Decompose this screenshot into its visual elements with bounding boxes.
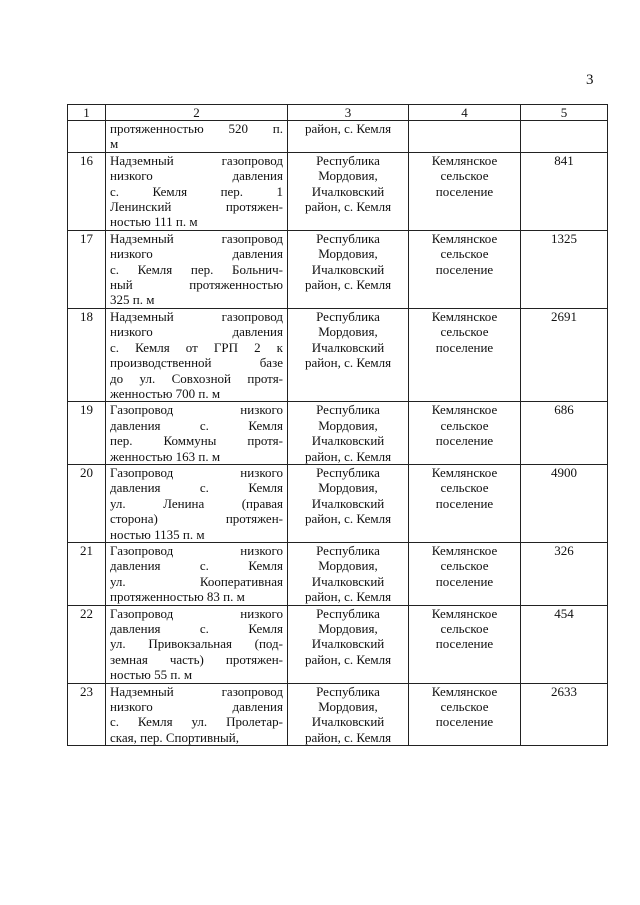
description-line: ул. Ленина (правая xyxy=(110,495,283,511)
location-cell xyxy=(288,542,409,605)
location-line: Республика xyxy=(316,230,380,246)
length-cell: 841 xyxy=(521,152,608,230)
location-line: район, с. Кемля xyxy=(304,199,392,215)
location-line: Ичалковский xyxy=(311,573,385,589)
description-line: сторона) протяжен- xyxy=(110,511,283,527)
description-line: до ул. Совхозной протя- xyxy=(110,370,283,386)
location-line: Мордовия, xyxy=(318,324,378,340)
location-line: район, с. Кемля xyxy=(304,651,392,667)
page-number: 3 xyxy=(586,72,594,88)
row-number-cell xyxy=(68,121,106,153)
length-cell xyxy=(521,121,608,153)
description-line: с. Кемля пер. 1 xyxy=(110,183,283,199)
description-cell xyxy=(106,308,288,401)
description-cell xyxy=(106,230,288,308)
location-cell xyxy=(288,152,409,230)
description-line: низкого давления xyxy=(110,168,283,184)
location-cell xyxy=(288,605,409,683)
description-line: низкого давления xyxy=(110,699,283,715)
table-row xyxy=(68,542,608,605)
description-line: Газопровод низкого xyxy=(110,542,283,558)
description-line: женностью 700 п. м xyxy=(110,385,221,401)
owner-line: поселение xyxy=(435,495,494,511)
location-line: район, с. Кемля xyxy=(304,121,392,136)
location-line: район, с. Кемля xyxy=(304,589,392,605)
location-line: Республика xyxy=(316,152,380,168)
description-cell xyxy=(106,152,288,230)
owner-line: поселение xyxy=(435,714,494,730)
description-cell xyxy=(106,605,288,683)
description-line: м xyxy=(110,136,119,152)
location-cell xyxy=(288,464,409,542)
description-cell xyxy=(106,464,288,542)
description-line: низкого давления xyxy=(110,324,283,340)
description-line: Газопровод низкого xyxy=(110,402,283,418)
owner-line: поселение xyxy=(435,183,494,199)
header-cell-2: 2 xyxy=(106,105,288,121)
description-line: давления с. Кемля xyxy=(110,621,283,636)
description-line: Надземный газопровод xyxy=(110,230,283,246)
description-line: давления с. Кемля xyxy=(110,558,283,574)
location-line: Мордовия, xyxy=(318,246,378,262)
owner-line: сельское xyxy=(440,480,489,496)
description-line: Надземный газопровод xyxy=(110,683,283,699)
description-line: ностью 111 п. м xyxy=(110,214,198,230)
owner-line: поселение xyxy=(435,433,494,449)
location-line: район, с. Кемля xyxy=(304,448,392,464)
location-cell xyxy=(288,308,409,401)
table-row xyxy=(68,230,608,308)
row-number-cell: 20 xyxy=(68,464,106,542)
length-cell: 686 xyxy=(521,402,608,465)
description-line: протяженностью 520 п. xyxy=(110,121,283,136)
table-row xyxy=(68,152,608,230)
owner-line: сельское xyxy=(440,168,489,184)
owner-line: Кемлянское xyxy=(431,402,498,418)
description-cell xyxy=(106,402,288,465)
header-cell-1: 1 xyxy=(68,105,106,121)
owner-line: сельское xyxy=(440,324,489,340)
location-line: Мордовия, xyxy=(318,699,378,715)
owner-line: поселение xyxy=(435,339,494,355)
location-line: Республика xyxy=(316,402,380,418)
owner-line: Кемлянское xyxy=(431,605,498,621)
table-row xyxy=(68,402,608,465)
location-line: Ичалковский xyxy=(311,433,385,449)
owner-cell xyxy=(409,683,521,746)
location-line: Ичалковский xyxy=(311,714,385,730)
owner-line: сельское xyxy=(440,699,489,715)
location-line: район, с. Кемля xyxy=(304,729,392,745)
owner-cell xyxy=(409,308,521,401)
description-line: Надземный газопровод xyxy=(110,308,283,324)
location-line: Мордовия, xyxy=(318,480,378,496)
owner-cell xyxy=(409,230,521,308)
description-line: Ленинский протяжен- xyxy=(110,199,283,215)
owner-line: Кемлянское xyxy=(431,230,498,246)
owner-line: Кемлянское xyxy=(431,542,498,558)
description-line: низкого давления xyxy=(110,246,283,262)
description-line: ул. Кооперативная xyxy=(110,573,283,589)
description-line: женностью 163 п. м xyxy=(110,448,221,464)
owner-line: поселение xyxy=(435,573,494,589)
location-line: Ичалковский xyxy=(311,636,385,652)
description-line: земная часть) протяжен- xyxy=(110,651,283,667)
description-line: производственной базе xyxy=(110,355,283,371)
table-row xyxy=(68,464,608,542)
row-number-cell: 21 xyxy=(68,542,106,605)
row-number-cell: 16 xyxy=(68,152,106,230)
owner-cell xyxy=(409,605,521,683)
owner-line: Кемлянское xyxy=(431,308,498,324)
property-table xyxy=(67,104,608,746)
row-number-cell: 22 xyxy=(68,605,106,683)
description-line: ный протяженностью xyxy=(110,277,283,293)
length-cell: 2691 xyxy=(521,308,608,401)
length-cell: 4900 xyxy=(521,464,608,542)
description-line: с. Кемля ул. Пролетар- xyxy=(110,714,283,730)
location-line: Ичалковский xyxy=(311,339,385,355)
location-line: Мордовия, xyxy=(318,621,378,636)
description-line: пер. Коммуны протя- xyxy=(110,433,283,449)
description-line: 325 п. м xyxy=(110,292,155,308)
owner-line: Кемлянское xyxy=(431,464,498,480)
header-row xyxy=(68,105,608,121)
location-line: район, с. Кемля xyxy=(304,277,392,293)
row-number-cell: 17 xyxy=(68,230,106,308)
description-line: давления с. Кемля xyxy=(110,480,283,496)
location-cell xyxy=(288,230,409,308)
location-line: район, с. Кемля xyxy=(304,355,392,371)
owner-cell xyxy=(409,121,521,153)
location-line: район, с. Кемля xyxy=(304,511,392,527)
table-row xyxy=(68,308,608,401)
owner-line: поселение xyxy=(435,261,494,277)
description-line: с. Кемля пер. Больнич- xyxy=(110,261,283,277)
owner-line: Кемлянское xyxy=(431,152,498,168)
length-cell: 454 xyxy=(521,605,608,683)
description-line: Газопровод низкого xyxy=(110,464,283,480)
owner-cell xyxy=(409,464,521,542)
location-line: Ичалковский xyxy=(311,183,385,199)
description-line: Надземный газопровод xyxy=(110,152,283,168)
location-line: Мордовия, xyxy=(318,558,378,574)
location-line: Мордовия, xyxy=(318,417,378,433)
owner-line: сельское xyxy=(440,558,489,574)
location-line: Ичалковский xyxy=(311,495,385,511)
table-row xyxy=(68,605,608,683)
owner-line: поселение xyxy=(435,636,494,652)
location-line: Ичалковский xyxy=(311,261,385,277)
length-cell: 1325 xyxy=(521,230,608,308)
row-number-cell: 18 xyxy=(68,308,106,401)
location-line: Республика xyxy=(316,683,380,699)
description-line: ностью 55 п. м xyxy=(110,667,193,683)
owner-line: сельское xyxy=(440,417,489,433)
location-line: Мордовия, xyxy=(318,168,378,184)
description-cell xyxy=(106,542,288,605)
header-cell-4: 4 xyxy=(409,105,521,121)
table-row xyxy=(68,683,608,746)
owner-line: сельское xyxy=(440,246,489,262)
length-cell: 2633 xyxy=(521,683,608,746)
location-line: Республика xyxy=(316,605,380,621)
row-number-cell: 23 xyxy=(68,683,106,746)
description-cell xyxy=(106,121,288,153)
header-cell-5: 5 xyxy=(521,105,608,121)
location-cell xyxy=(288,683,409,746)
description-line: ул. Привокзальная (под- xyxy=(110,636,283,652)
description-line: протяженностью 83 п. м xyxy=(110,589,245,605)
description-line: давления с. Кемля xyxy=(110,417,283,433)
description-line: с. Кемля от ГРП 2 к xyxy=(110,339,283,355)
owner-cell xyxy=(409,542,521,605)
owner-cell xyxy=(409,402,521,465)
owner-line: сельское xyxy=(440,621,489,636)
location-line: Республика xyxy=(316,308,380,324)
description-line: ская, пер. Спортивный, xyxy=(110,729,239,745)
description-line: ностью 1135 п. м xyxy=(110,526,205,542)
owner-cell xyxy=(409,152,521,230)
continuation-row xyxy=(68,121,608,153)
owner-line: Кемлянское xyxy=(431,683,498,699)
location-line: Республика xyxy=(316,464,380,480)
table-body xyxy=(68,105,608,746)
location-cell xyxy=(288,121,409,153)
location-cell xyxy=(288,402,409,465)
row-number-cell: 19 xyxy=(68,402,106,465)
header-cell-3: 3 xyxy=(288,105,409,121)
description-cell xyxy=(106,683,288,746)
location-line: Республика xyxy=(316,542,380,558)
length-cell: 326 xyxy=(521,542,608,605)
description-line: Газопровод низкого xyxy=(110,605,283,621)
